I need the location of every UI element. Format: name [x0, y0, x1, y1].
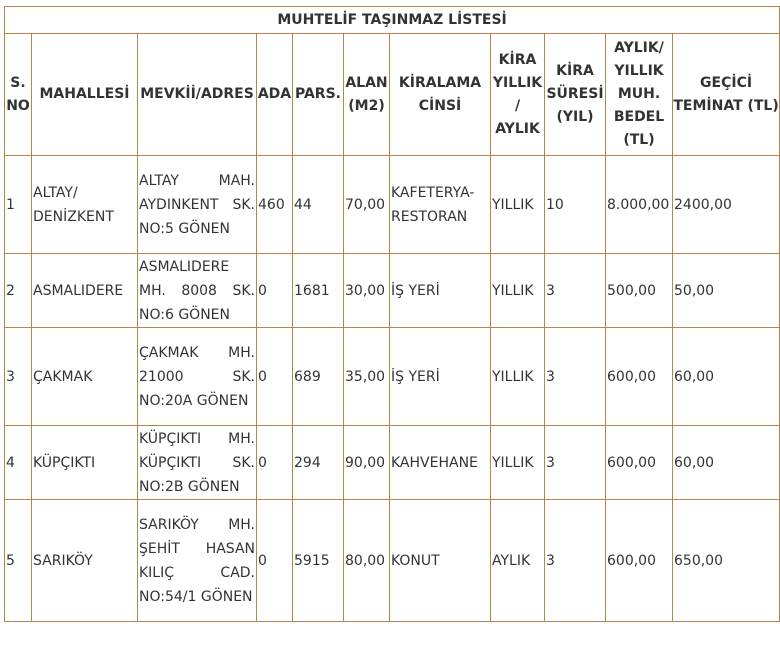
header-sure: KİRA SÜRESİ (YIL): [545, 34, 606, 156]
cell-adres: KÜPÇIKTI MH. KÜPÇIKTI SK. NO:2B GÖNEN: [138, 426, 257, 500]
cell-cins: KONUT: [390, 500, 491, 622]
table-row: [5, 500, 780, 622]
header-alan: ALAN (M2): [344, 34, 390, 156]
header-cins: KİRALAMA CİNSİ: [390, 34, 491, 156]
cell-sno: 5: [5, 500, 32, 622]
cell-alan: 35,00: [344, 328, 390, 426]
cell-kira-tur: YILLIK: [491, 156, 545, 254]
cell-sure: 10: [545, 156, 606, 254]
cell-mahalle: KÜPÇIKTI: [32, 426, 138, 500]
cell-alan: 70,00: [344, 156, 390, 254]
header-kira-tur: KİRA YILLIK / AYLIK: [491, 34, 545, 156]
cell-kira-tur: YILLIK: [491, 426, 545, 500]
cell-pars: 689: [293, 328, 344, 426]
header-teminat: GEÇİCİ TEMİNAT (TL): [673, 34, 780, 156]
cell-pars: 1681: [293, 254, 344, 328]
cell-adres: ÇAKMAK MH. 21000 SK. NO:20A GÖNEN: [138, 328, 257, 426]
cell-sure: 3: [545, 254, 606, 328]
cell-sure: 3: [545, 328, 606, 426]
cell-pars: 294: [293, 426, 344, 500]
header-sno: S. NO: [5, 34, 32, 156]
cell-teminat: 60,00: [673, 426, 780, 500]
cell-mahalle: SARIKÖY: [32, 500, 138, 622]
header-mevki: MEVKİİ/ADRES: [138, 34, 257, 156]
cell-teminat: 50,00: [673, 254, 780, 328]
cell-ada: 0: [257, 328, 293, 426]
cell-adres: SARIKÖY MH. ŞEHİT HASAN KILIÇ CAD. NO:54/1 GÖNEN: [138, 500, 257, 622]
cell-teminat: 60,00: [673, 328, 780, 426]
cell-ada: 460: [257, 156, 293, 254]
cell-adres: ALTAY MAH. AYDINKENT SK. NO:5 GÖNEN: [138, 156, 257, 254]
cell-teminat: 2400,00: [673, 156, 780, 254]
cell-sno: 4: [5, 426, 32, 500]
table-row: [5, 328, 780, 426]
table-row: [5, 426, 780, 500]
cell-sure: 3: [545, 426, 606, 500]
cell-kira-tur: YILLIK: [491, 328, 545, 426]
header-ada: ADA: [257, 34, 293, 156]
property-list-table: [4, 6, 780, 622]
cell-bedel: 600,00: [606, 328, 673, 426]
cell-adres: ASMALIDERE MH. 8008 SK. NO:6 GÖNEN: [138, 254, 257, 328]
header-bedel: AYLIK/ YILLIK MUH. BEDEL (TL): [606, 34, 673, 156]
cell-mahalle: ASMALIDERE: [32, 254, 138, 328]
cell-alan: 90,00: [344, 426, 390, 500]
cell-teminat: 650,00: [673, 500, 780, 622]
cell-ada: 0: [257, 500, 293, 622]
cell-alan: 80,00: [344, 500, 390, 622]
cell-cins: İŞ YERİ: [390, 328, 491, 426]
cell-alan: 30,00: [344, 254, 390, 328]
header-mahalle: MAHALLESİ: [32, 34, 138, 156]
cell-bedel: 600,00: [606, 500, 673, 622]
header-row: [5, 34, 780, 156]
cell-bedel: 500,00: [606, 254, 673, 328]
cell-mahalle: ALTAY/ DENİZKENT: [32, 156, 138, 254]
header-pars: PARS.: [293, 34, 344, 156]
cell-bedel: 600,00: [606, 426, 673, 500]
cell-cins: KAFETERYA-RESTORAN: [390, 156, 491, 254]
cell-sure: 3: [545, 500, 606, 622]
cell-bedel: 8.000,00: [606, 156, 673, 254]
property-table-container: [4, 6, 779, 622]
cell-mahalle: ÇAKMAK: [32, 328, 138, 426]
table-row: [5, 156, 780, 254]
cell-sno: 2: [5, 254, 32, 328]
cell-pars: 5915: [293, 500, 344, 622]
cell-kira-tur: AYLIK: [491, 500, 545, 622]
cell-kira-tur: YILLIK: [491, 254, 545, 328]
cell-cins: İŞ YERİ: [390, 254, 491, 328]
cell-pars: 44: [293, 156, 344, 254]
cell-ada: 0: [257, 254, 293, 328]
cell-sno: 1: [5, 156, 32, 254]
cell-ada: 0: [257, 426, 293, 500]
cell-cins: KAHVEHANE: [390, 426, 491, 500]
table-row: [5, 254, 780, 328]
cell-sno: 3: [5, 328, 32, 426]
table-title: MUHTELİF TAŞINMAZ LİSTESİ: [5, 7, 780, 34]
